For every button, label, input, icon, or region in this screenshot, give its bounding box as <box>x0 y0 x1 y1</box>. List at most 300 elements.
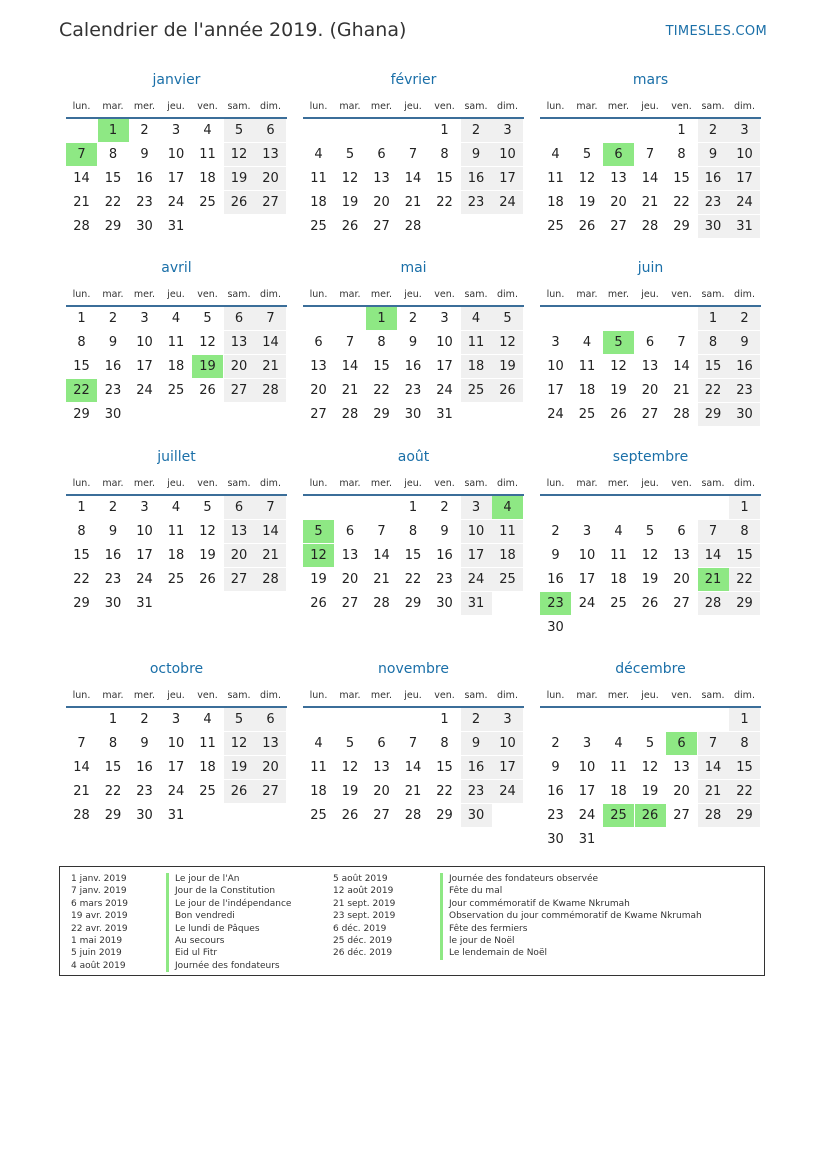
day-cell: 27 <box>641 407 659 422</box>
day-cell: 25 <box>167 383 185 398</box>
holiday-day-cell: 23 <box>540 592 571 615</box>
legend-holiday-name: Au secours <box>166 935 291 947</box>
day-cell: 15 <box>404 548 422 563</box>
day-cell: 12 <box>224 143 255 166</box>
weekday-label: mar. <box>576 690 598 701</box>
day-cell: 25 <box>578 407 596 422</box>
day-cell: 22 <box>729 568 760 591</box>
day-cell: 28 <box>698 592 729 615</box>
month-name: octobre <box>149 661 204 677</box>
weekday-label: mar. <box>576 289 598 300</box>
day-cell: 5 <box>345 147 355 162</box>
holiday-day-cell: 26 <box>635 804 666 827</box>
weekday-label: mar. <box>339 101 361 112</box>
day-cell: 6 <box>224 496 255 519</box>
day-cell: 14 <box>255 331 286 354</box>
day-cell: 5 <box>203 500 212 515</box>
weekday-label: sam. <box>464 478 488 489</box>
day-cell: 7 <box>77 736 86 751</box>
day-cell: 7 <box>345 335 355 350</box>
day-cell: 31 <box>136 596 153 611</box>
day-cell: 29 <box>729 804 760 827</box>
day-cell: 29 <box>436 808 453 823</box>
day-cell: 21 <box>404 195 422 210</box>
month-name: décembre <box>615 661 686 677</box>
day-cell: 15 <box>104 171 122 186</box>
day-cell: 8 <box>440 736 449 751</box>
day-cell: 11 <box>167 524 185 539</box>
weekday-label: dim. <box>497 478 518 489</box>
holiday-day-cell: 7 <box>66 143 97 166</box>
day-cell: 19 <box>610 383 627 398</box>
day-cell: 25 <box>310 219 327 234</box>
legend-date: 21 sept. 2019 <box>333 898 396 909</box>
day-cell: 28 <box>255 568 286 591</box>
day-cell: 16 <box>404 359 422 374</box>
day-cell: 2 <box>108 311 118 326</box>
weekday-label: dim. <box>734 478 755 489</box>
month-8 <box>540 447 761 647</box>
day-cell: 30 <box>698 215 729 238</box>
day-cell: 27 <box>373 219 390 234</box>
month-name: novembre <box>378 661 449 677</box>
day-cell: 17 <box>436 359 453 374</box>
day-cell: 26 <box>341 808 359 823</box>
weekday-label: mer. <box>133 289 156 300</box>
month-name: mars <box>632 72 669 88</box>
holiday-day-cell: 1 <box>366 307 397 330</box>
weekday-label: sam. <box>464 101 488 112</box>
day-cell: 29 <box>73 596 90 611</box>
day-cell: 11 <box>547 171 564 186</box>
day-cell: 3 <box>492 119 523 142</box>
weekday-label: lun. <box>546 289 565 300</box>
day-cell: 9 <box>551 548 560 563</box>
weekday-label: lun. <box>309 478 328 489</box>
day-cell: 29 <box>404 596 422 611</box>
day-cell: 7 <box>377 524 386 539</box>
day-cell: 7 <box>408 147 418 162</box>
day-cell: 16 <box>547 784 564 799</box>
day-cell: 2 <box>408 311 418 326</box>
weekday-label: jeu. <box>404 478 422 489</box>
day-cell: 17 <box>167 171 185 186</box>
month-7 <box>303 447 524 647</box>
holiday-day-cell: 22 <box>66 379 97 402</box>
day-cell: 21 <box>404 784 422 799</box>
legend-names-left <box>166 873 291 972</box>
day-cell: 2 <box>140 712 149 727</box>
day-cell: 14 <box>673 359 690 374</box>
day-cell: 16 <box>729 355 760 378</box>
day-cell: 1 <box>440 123 449 138</box>
day-cell: 15 <box>698 355 729 378</box>
day-cell: 24 <box>167 784 185 799</box>
weekday-label: lun. <box>72 478 91 489</box>
day-cell: 31 <box>436 407 453 422</box>
day-cell: 10 <box>578 760 596 775</box>
day-cell: 12 <box>341 171 359 186</box>
day-cell: 30 <box>136 808 153 823</box>
weekday-label: ven. <box>671 101 692 112</box>
day-cell: 31 <box>167 808 185 823</box>
day-cell: 23 <box>698 191 729 214</box>
day-cell: 13 <box>310 359 327 374</box>
day-cell: 23 <box>404 383 422 398</box>
day-cell: 1 <box>108 712 118 727</box>
day-cell: 27 <box>224 568 255 591</box>
day-cell: 7 <box>255 307 286 330</box>
day-cell: 4 <box>461 307 492 330</box>
weekday-label: dim. <box>734 690 755 701</box>
day-cell: 26 <box>610 407 627 422</box>
day-cell: 4 <box>314 736 323 751</box>
legend-holiday-name: Journée des fondateurs observée <box>440 873 702 885</box>
weekday-label: mer. <box>133 101 156 112</box>
day-cell: 13 <box>224 520 255 543</box>
day-cell: 26 <box>578 219 596 234</box>
holiday-day-cell: 12 <box>303 544 334 567</box>
day-cell: 13 <box>373 171 390 186</box>
day-cell: 24 <box>167 195 185 210</box>
day-cell: 25 <box>610 596 627 611</box>
day-cell: 21 <box>73 784 90 799</box>
day-cell: 20 <box>673 572 690 587</box>
weekday-label: sam. <box>227 289 251 300</box>
day-cell: 8 <box>408 524 418 539</box>
legend-date: 19 avr. 2019 <box>71 911 128 922</box>
weekday-label: dim. <box>497 289 518 300</box>
day-cell: 21 <box>255 544 286 567</box>
legend-holiday-name: Le lendemain de Noël <box>440 947 702 959</box>
legend-holiday-name: Jour commémoratif de Kwame Nkrumah <box>440 898 702 910</box>
day-cell: 24 <box>436 383 453 398</box>
legend-dates-right <box>333 873 395 960</box>
day-cell: 1 <box>698 307 729 330</box>
weekday-label: mar. <box>102 478 124 489</box>
day-cell: 17 <box>167 760 185 775</box>
day-cell: 21 <box>373 572 390 587</box>
weekday-label: mer. <box>133 478 156 489</box>
day-cell: 28 <box>641 219 659 234</box>
day-cell: 9 <box>408 335 418 350</box>
weekday-label: dim. <box>734 101 755 112</box>
day-cell: 7 <box>255 496 286 519</box>
weekday-label: mar. <box>576 478 598 489</box>
day-cell: 2 <box>108 500 118 515</box>
day-cell: 29 <box>673 219 690 234</box>
day-cell: 25 <box>547 219 564 234</box>
day-cell: 10 <box>436 335 453 350</box>
day-cell: 2 <box>551 524 560 539</box>
legend-date: 26 déc. 2019 <box>333 948 393 959</box>
day-cell: 1 <box>729 708 760 731</box>
day-cell: 4 <box>203 123 212 138</box>
legend-date: 4 août 2019 <box>71 960 126 971</box>
day-cell: 17 <box>729 167 760 190</box>
day-cell: 18 <box>461 355 492 378</box>
day-cell: 21 <box>673 383 690 398</box>
day-cell: 5 <box>203 311 212 326</box>
month-name: août <box>397 449 430 465</box>
day-cell: 11 <box>610 548 627 563</box>
day-cell: 13 <box>255 732 286 755</box>
day-cell: 16 <box>136 171 153 186</box>
day-cell: 5 <box>345 736 355 751</box>
day-cell: 8 <box>77 524 86 539</box>
day-cell: 4 <box>171 311 181 326</box>
day-cell: 16 <box>461 167 492 190</box>
day-cell: 17 <box>578 784 596 799</box>
brand-link[interactable]: TIMESLES.COM <box>665 24 767 39</box>
day-cell: 23 <box>436 572 453 587</box>
day-cell: 26 <box>224 191 255 214</box>
weekday-label: mer. <box>370 289 393 300</box>
day-cell: 22 <box>436 784 453 799</box>
day-cell: 10 <box>578 548 596 563</box>
day-cell: 26 <box>224 780 255 803</box>
weekday-label: mer. <box>607 289 630 300</box>
day-cell: 11 <box>610 760 627 775</box>
day-cell: 13 <box>673 548 690 563</box>
day-cell: 5 <box>224 119 255 142</box>
month-9 <box>66 659 287 859</box>
day-cell: 28 <box>255 379 286 402</box>
month-4 <box>303 258 524 458</box>
month-0 <box>66 70 287 270</box>
day-cell: 19 <box>492 355 523 378</box>
day-cell: 9 <box>461 143 492 166</box>
day-cell: 6 <box>255 119 286 142</box>
day-cell: 7 <box>645 147 655 162</box>
day-cell: 30 <box>547 620 564 635</box>
day-cell: 18 <box>492 544 523 567</box>
weekday-label: lun. <box>546 101 565 112</box>
day-cell: 15 <box>673 171 690 186</box>
weekday-label: mer. <box>133 690 156 701</box>
weekday-label: jeu. <box>641 478 659 489</box>
month-2 <box>540 70 761 270</box>
month-name: septembre <box>612 449 689 465</box>
weekday-label: sam. <box>701 478 725 489</box>
legend-holiday-name: Le jour de l'indépendance <box>166 898 291 910</box>
day-cell: 9 <box>729 331 760 354</box>
weekday-label: jeu. <box>167 690 185 701</box>
day-cell: 28 <box>673 407 690 422</box>
day-cell: 8 <box>729 732 760 755</box>
day-cell: 2 <box>461 708 492 731</box>
day-cell: 15 <box>729 756 760 779</box>
month-3 <box>66 258 287 458</box>
day-cell: 25 <box>461 379 492 402</box>
day-cell: 12 <box>492 331 523 354</box>
day-cell: 28 <box>404 808 422 823</box>
day-cell: 24 <box>492 191 523 214</box>
day-cell: 27 <box>610 219 627 234</box>
legend-holiday-name: Bon vendredi <box>166 910 291 922</box>
day-cell: 2 <box>440 500 449 515</box>
day-cell: 1 <box>729 496 760 519</box>
holiday-day-cell: 5 <box>603 331 634 354</box>
day-cell: 6 <box>224 307 255 330</box>
weekday-label: ven. <box>434 101 455 112</box>
day-cell: 20 <box>373 784 390 799</box>
day-cell: 16 <box>136 760 153 775</box>
day-cell: 29 <box>729 592 760 615</box>
day-cell: 31 <box>578 832 596 847</box>
day-cell: 13 <box>641 359 659 374</box>
day-cell: 12 <box>199 335 216 350</box>
calendar-grid <box>66 70 761 860</box>
day-cell: 5 <box>582 147 592 162</box>
month-name: mai <box>400 260 427 276</box>
holiday-day-cell: 25 <box>603 804 634 827</box>
day-cell: 4 <box>614 524 623 539</box>
day-cell: 30 <box>104 596 122 611</box>
day-cell: 2 <box>698 119 729 142</box>
day-cell: 9 <box>140 147 149 162</box>
weekday-label: sam. <box>464 289 488 300</box>
weekday-label: mer. <box>370 690 393 701</box>
day-cell: 13 <box>224 331 255 354</box>
day-cell: 23 <box>104 572 122 587</box>
day-cell: 30 <box>404 407 422 422</box>
day-cell: 10 <box>729 143 760 166</box>
weekday-label: ven. <box>197 478 218 489</box>
day-cell: 16 <box>698 167 729 190</box>
weekday-label: mar. <box>102 101 124 112</box>
day-cell: 26 <box>310 596 327 611</box>
day-cell: 30 <box>461 804 492 827</box>
day-cell: 8 <box>377 335 386 350</box>
day-cell: 12 <box>341 760 359 775</box>
day-cell: 24 <box>578 596 596 611</box>
day-cell: 3 <box>171 712 181 727</box>
weekday-label: dim. <box>260 289 281 300</box>
day-cell: 28 <box>373 596 390 611</box>
legend-date: 7 janv. 2019 <box>71 886 127 897</box>
day-cell: 25 <box>310 808 327 823</box>
day-cell: 22 <box>73 572 90 587</box>
day-cell: 10 <box>461 520 492 543</box>
day-cell: 17 <box>492 167 523 190</box>
day-cell: 30 <box>136 219 153 234</box>
day-cell: 17 <box>578 572 596 587</box>
day-cell: 14 <box>698 544 729 567</box>
day-cell: 7 <box>677 335 686 350</box>
legend-holiday-name: Journée des fondateurs <box>166 960 291 972</box>
day-cell: 18 <box>199 760 216 775</box>
day-cell: 17 <box>492 756 523 779</box>
day-cell: 10 <box>492 143 523 166</box>
day-cell: 11 <box>461 331 492 354</box>
day-cell: 26 <box>641 596 659 611</box>
day-cell: 8 <box>77 335 86 350</box>
day-cell: 5 <box>224 708 255 731</box>
day-cell: 16 <box>547 572 564 587</box>
day-cell: 18 <box>547 195 564 210</box>
day-cell: 15 <box>104 760 122 775</box>
weekday-label: mer. <box>607 101 630 112</box>
day-cell: 20 <box>310 383 327 398</box>
day-cell: 6 <box>255 708 286 731</box>
legend-dates-left <box>71 873 128 972</box>
day-cell: 25 <box>167 572 185 587</box>
day-cell: 26 <box>341 219 359 234</box>
day-cell: 19 <box>224 756 255 779</box>
weekday-label: dim. <box>260 101 281 112</box>
day-cell: 9 <box>440 524 449 539</box>
day-cell: 20 <box>373 195 390 210</box>
day-cell: 11 <box>199 736 216 751</box>
day-cell: 11 <box>310 760 327 775</box>
legend-date: 22 avr. 2019 <box>71 923 128 934</box>
day-cell: 29 <box>104 219 122 234</box>
day-cell: 22 <box>104 195 122 210</box>
day-cell: 14 <box>698 756 729 779</box>
day-cell: 31 <box>729 215 760 238</box>
day-cell: 27 <box>373 808 390 823</box>
day-cell: 12 <box>224 732 255 755</box>
weekday-label: lun. <box>72 690 91 701</box>
weekday-label: dim. <box>734 289 755 300</box>
day-cell: 29 <box>373 407 390 422</box>
month-divider <box>540 494 761 496</box>
day-cell: 14 <box>404 760 422 775</box>
day-cell: 23 <box>461 780 492 803</box>
day-cell: 27 <box>673 808 690 823</box>
day-cell: 18 <box>610 572 627 587</box>
day-cell: 22 <box>104 784 122 799</box>
day-cell: 20 <box>610 195 627 210</box>
holiday-day-cell: 21 <box>698 568 729 591</box>
legend-date: 1 janv. 2019 <box>71 874 127 884</box>
day-cell: 27 <box>341 596 359 611</box>
day-cell: 30 <box>436 596 453 611</box>
day-cell: 6 <box>377 147 386 162</box>
day-cell: 8 <box>729 520 760 543</box>
day-cell: 5 <box>645 524 655 539</box>
day-cell: 10 <box>167 736 185 751</box>
holiday-legend <box>59 866 765 976</box>
day-cell: 3 <box>492 708 523 731</box>
holiday-day-cell: 4 <box>492 496 523 519</box>
day-cell: 25 <box>199 195 216 210</box>
holiday-day-cell: 6 <box>666 732 697 755</box>
day-cell: 1 <box>77 311 86 326</box>
weekday-label: mar. <box>102 289 124 300</box>
day-cell: 13 <box>610 171 627 186</box>
holiday-day-cell: 5 <box>303 520 334 543</box>
month-name: juin <box>637 260 664 276</box>
day-cell: 3 <box>171 123 181 138</box>
day-cell: 18 <box>578 383 596 398</box>
weekday-label: sam. <box>227 101 251 112</box>
day-cell: 31 <box>167 219 185 234</box>
day-cell: 12 <box>610 359 627 374</box>
day-cell: 23 <box>136 784 153 799</box>
weekday-label: ven. <box>197 690 218 701</box>
day-cell: 28 <box>698 804 729 827</box>
day-cell: 1 <box>440 712 449 727</box>
holiday-day-cell: 6 <box>603 143 634 166</box>
day-cell: 6 <box>677 524 686 539</box>
day-cell: 27 <box>673 596 690 611</box>
legend-names-right <box>440 873 702 960</box>
legend-holiday-name: Le jour de l'An <box>166 873 291 885</box>
day-cell: 24 <box>461 568 492 591</box>
month-name: juillet <box>157 449 196 465</box>
